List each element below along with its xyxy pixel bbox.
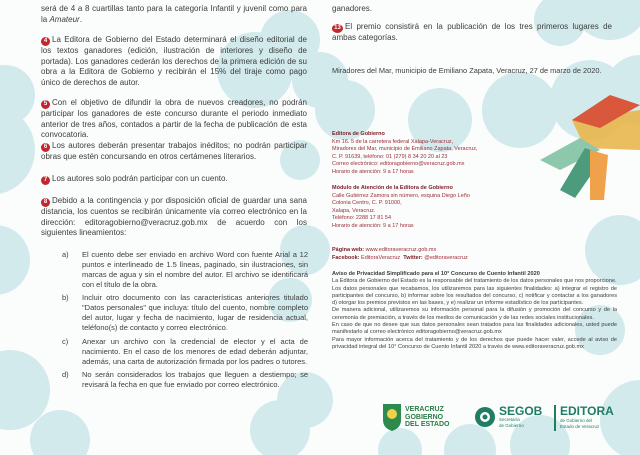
rule-6: 6 Los autores deberán presentar trabajos inéditos; no podrán participar obras que estén concursando en otros certámenes literarios. bbox=[41, 141, 307, 161]
rule-4: 4 La Editora de Gobierno del Estado determinará el diseño editorial de los textos ganadores (edición, ilustración de interiores y diseño de portada). Los ganadores cederán los derechos de la primera edición de su obra a la Editora de Gobierno y recibirán el 15% del tiraje como pago único de derechos de autor. bbox=[41, 35, 307, 87]
rule-8: 8 Debido a la contingencia y por disposición oficial de guardar una sana distancia, los cuentos se recibirán únicamente vía correo electrónico en la dirección: editoragobierno@veracruz.gob.mx de acuerdo con los siguientes lineamientos: bbox=[41, 196, 307, 237]
place-date: Miradores del Mar, municipio de Emiliano Zapata, Veracruz, 27 de marzo de 2020. bbox=[332, 66, 602, 75]
sub-item-c: c) Anexar un archivo con la credencial de elector y el acta de nacimiento. En el caso de los menores de edad deberán adjuntar, además, una carta de autorización firmada por los padres o tutores. bbox=[62, 337, 308, 366]
contact-modulo: Módulo de Atención de la Editora de Gobierno Calle Gutiérrez Zamora sin número, esquina Diego Leño Colonia Centro, C. P. 91000, Xalapa, Veracruz. Teléfono: 2288 17 81 54 Horario de atención: 9 a 17 horas bbox=[332, 185, 470, 229]
sub-item-d: d) No serán considerados los trabajos que lleguen a destiempo; se revisará la fecha en que fue enviado por correo electrónico. bbox=[62, 370, 308, 389]
poster-page: será de 4 a 8 cuartillas tanto para la categoría Infantil y juvenil como para la Amateur. 4 La Editora de Gobierno del Estado determinará el diseño editorial de los textos ganadores (edición, ilustración de interiores y diseño de portada). Los ganadores cederán los derechos de la primera edición de su obra a la Editora de Gobierno y recibirán el 15% del tiraje como pago único de derechos de autor. 5 Con el objetivo de difundir la obra de nuevos creadores, no podrán participar los ganadores de este concurso durante el periodo inmediato anterior de tres años, contados a partir de la fecha de publicación de esta convocatoria. 6 Los autores deberán presentar trabajos inéditos; no podrán participar obras que estén concursando en otros certámenes literarios. 7 Los autores solo podrán participar con un cuento. 8 Debido a la contingencia y por disposición oficial de guardar una sana distancia, los cuentos se recibirán únicamente vía correo electrónico en la dirección: editoragobierno@veracruz.gob.mx de acuerdo con los siguientes lineamientos: a) El cuento debe ser enviado en archivo Word con fuente Arial a 12 puntos e interlineado de 1.5 líneas, paginado, sin ilustraciones, sin marcas de agua y sin el nombre del autor. El archivo se identificará con el título de la obra. b) Incluir otro documento con las características anteriores titulado "Datos personales" que incluya: título del cuento, nombre completo del autor, lugar y fecha de nacimiento, lugar de residencia actual, teléfono(s) de contacto y correo electrónico. c) Anexar un archivo con la credencial de elector y el acta de nacimiento. En el caso de los menores de edad deberán adjuntar, además, una carta de autorización firmada por los padres o tutores. d) No serán considerados los trabajos que lleguen a destiempo; se revisará la fecha en que fue enviado por correo electrónico. ganadores. 13 El premio consistirá en la publicación de los tres primeros lugares de ambas categorías. Miradores del Mar, municipio de Emiliano Zapata, Veracruz, 27 de marzo de 2020. Editora de Gobierno Km 16. 5 de la carretera federal Xalapa-Veracruz, Miradores del Mar, municipio de Emiliano Zapata, Veracruz, C. P. 91639, teléfono: 01 (279) 8 34 20 20 al 23 Correo electrónico: editoragobierno@veracruz.gob.mx Horario de atención: 9 a 17 horas Módulo de Atención de la Editora de Gobierno Calle Gutiérrez Zamora sin número, esquina Diego Leño Colonia Centro, C. P. 91000, Xalapa, Veracruz. Teléfono: 2288 17 81 54 Horario de atención: 9 a 17 horas Página web: www.editoraveracruz.gob.mx Facebook: EditoraVeracruz Twitter: @editoraveracruz Aviso de Privacidad Simplificado para el 10° Concurso de Cuento Infantil 2020 La Editora de Gobierno del Estado es la responsable del tratamiento de los datos personales que nos proporcione. Los datos personales que recabamos, los utilizaremos para las siguientes finalidades: a) integrar el registro de participantes del concurso, b) informar sobre los resultados del concurso, c) notificar y contactar a los ganadores d) otorgar los premios previstos en las bases, y e) realizar un informe estadístico de los participantes. De manera adicional, utilizaremos su información personal para la difusión y promoción del concurso y de la ceremonia de premiación, a través de los medios de comunicación y de las redes sociales institucionales. En caso de que no desee que sus datos personales sean tratados para las finalidades adicionales, usted puede manifestarlo al correo electrónico editoragobierno@veracruz.gob.mx Para mayor información acerca del tratamiento y de los derechos que puede hacer valer, accede al aviso de privacidad integral del 10° Concurso de Cuento Infantil 2020 a través de www.editoraveracruz.gob.mx VERACRUZ GOBIERNO DEL ESTADO SEGOB Secretaría de Gobierno EDITORA de Gobierno del Estado de Veracruz bbox=[0, 0, 640, 455]
sub-item-b: b) Incluir otro documento con las características anteriores titulado "Datos personales" que incluya: título del cuento, nombre completo del autor, lugar y fecha de nacimiento, lugar de residencia actual, teléfono(s) de contacto y correo electrónico. bbox=[62, 293, 308, 332]
rule-13: 13 El premio consistirá en la publicación de los tres primeros lugares de ambas categorías. bbox=[332, 22, 612, 42]
contact-editora: Editora de Gobierno Km 16. 5 de la carretera federal Xalapa-Veracruz, Miradores del Mar, municipio de Emiliano Zapata, Veracruz, C. P. 91639, teléfono: 01 (279) 8 34 20 20 al 23 Correo electrónico: editoragobierno@veracruz.gob.mx Horario de atención: 9 a 17 horas bbox=[332, 131, 478, 175]
right-top-fragment: ganadores. bbox=[332, 4, 373, 13]
veracruz-shield-icon bbox=[381, 402, 403, 432]
social-links: Página web: www.editoraveracruz.gob.mx Facebook: EditoraVeracruz Twitter: @editoraveracruz bbox=[332, 247, 468, 261]
facebook-link[interactable]: EditoraVeracruz bbox=[359, 254, 401, 261]
rule-number-badge: 7 bbox=[41, 176, 50, 185]
rule-number-badge: 6 bbox=[41, 143, 50, 152]
rule-number-badge: 8 bbox=[41, 198, 50, 207]
twitter-link[interactable]: @editoraveracruz bbox=[422, 254, 468, 261]
intro-paragraph: será de 4 a 8 cuartillas tanto para la categoría Infantil y juvenil como para la Amateur. bbox=[41, 4, 307, 24]
segob-emblem-icon bbox=[474, 405, 496, 429]
sub-item-a: a) El cuento debe ser enviado en archivo Word con fuente Arial a 12 puntos e interlineado de 1.5 líneas, paginado, sin ilustraciones, sin marcas de agua y sin el nombre del autor. El archivo se identificará con el título de la obra. bbox=[62, 250, 308, 289]
rule-number-badge: 13 bbox=[332, 24, 343, 33]
rule-number-badge: 5 bbox=[41, 100, 50, 109]
rule-7: 7 Los autores solo podrán participar con un cuento. bbox=[41, 174, 307, 185]
left-column bbox=[41, 4, 307, 25]
website-link[interactable]: www.editoraveracruz.gob.mx bbox=[364, 247, 437, 253]
rule-number-badge: 4 bbox=[41, 37, 50, 46]
rule-5: 5 Con el objetivo de difundir la obra de nuevos creadores, no podrán participar los ganadores de este concurso durante el periodo inmediato anterior de tres años, contados a partir de la fecha de publicación de esta convocatoria. bbox=[41, 98, 307, 139]
privacy-notice: Aviso de Privacidad Simplificado para el 10° Concurso de Cuento Infantil 2020 La Editora de Gobierno del Estado es la responsable del tratamiento de los datos personales que nos proporcione. Los datos personales que recabamos, los utilizaremos para las siguientes finalidades: a) integrar el registro de participantes del concurso, b) informar sobre los resultados del concurso, c) notificar y contactar a los ganadores d) otorgar los premios previstos en las bases, y e) realizar un informe estadístico de los participantes. De manera adicional, utilizaremos su información personal para la difusión y promoción del concurso y de la ceremonia de premiación, a través de los medios de comunicación y de las redes sociales institucionales. En caso de que no desee que sus datos personales sean tratados para las finalidades adicionales, usted puede manifestarlo al correo electrónico editoragobierno@veracruz.gob.mx Para mayor información acerca del tratamiento y de los derechos que puede hacer valer, accede al aviso de privacidad integral del 10° Concurso de Cuento Infantil 2020 a través de www.editoraveracruz.gob.mx bbox=[332, 271, 617, 350]
contact-modulo-title: Módulo de Atención de la Editora de Gobierno bbox=[332, 185, 453, 191]
logo-divider bbox=[554, 405, 556, 431]
privacy-title: Aviso de Privacidad Simplificado para el 10° Concurso de Cuento Infantil 2020 bbox=[332, 271, 540, 277]
contact-editora-title: Editora de Gobierno bbox=[332, 131, 385, 137]
